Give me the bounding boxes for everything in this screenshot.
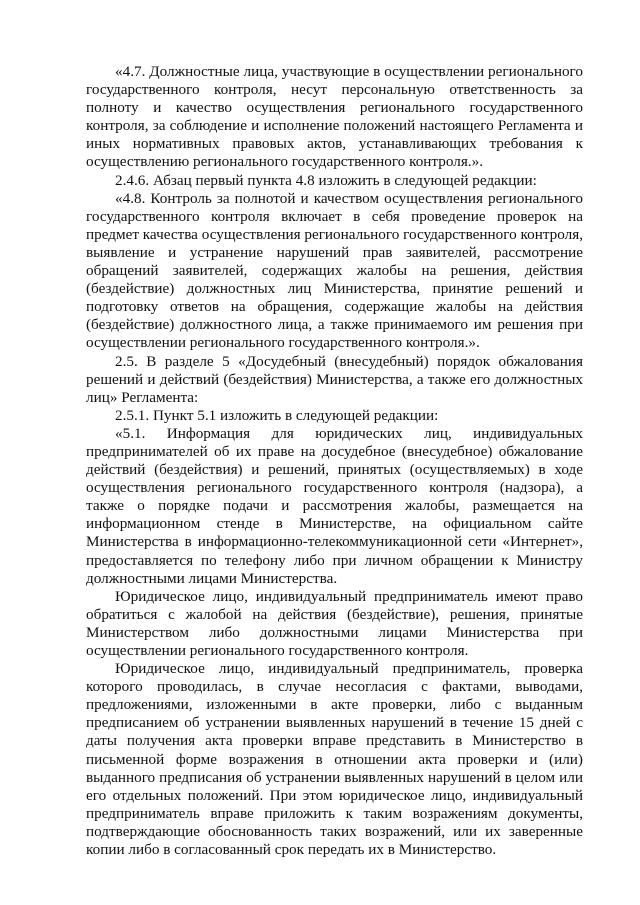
paragraph-objections: Юридическое лицо, индивидуальный предприниматель, проверка которого проводилась, в случае несогласия с фактами, выводами, предложениями, изложенными в акте проверки, либо с выданным предписанием об устранении выявленных нарушений в течение 15 дней с даты получения акта проверки вправе представить в Министерство в письменной форме возражения в отношении акта проверки и (или) выданного предписания об устранении выявленных нарушений в целом или его отдельных положений. При этом юридическое лицо, индивидуальный предприниматель вправе приложить к таким возражениям документы, подтверждающие обоснованность таких возражений, или их заверенные копии либо в согласованный срок передать их в Министерство. (86, 660, 583, 859)
paragraph-2-5: 2.5. В разделе 5 «Досудебный (внесудебный) порядок обжалования решений и действий (бездействия) Министерства, а также его должностных лиц» Регламента: (86, 352, 583, 406)
paragraph-5-1: «5.1. Информация для юридических лиц, индивидуальных предпринимателей об их праве на досудебное (внесудебное) обжалование действий (бездействия) и решений, принятых (осуществляемых) в ходе осуществления регионального государственного контроля (надзора), а также о порядке подачи и рассмотрения жалобы, размещается на информационном стенде в Министерстве, на официальном сайте Министерства в информационно-телекоммуникационной сети «Интернет», предоставляется по телефону либо при личном обращении к Министру должностными лицами Министерства. (86, 424, 583, 587)
paragraph-4-8: «4.8. Контроль за полнотой и качеством осуществления регионального государственного контроля включает в себя проведение проверок на предмет качества осуществления регионального государственного контроля, выявление и устранение нарушений прав заявителей, рассмотрение обращений заявителей, содержащих жалобы на решения, действия (бездействие) должностных лиц Министерства, принятие решений и подготовку ответов на обращения, содержащие жалобы на действия (бездействие) должностного лица, а также принимаемого им решения при осуществлении регионального государственного контроля.». (86, 189, 583, 352)
paragraph-right-to-complain: Юридическое лицо, индивидуальный предприниматель имеют право обратиться с жалобой на действия (бездействие), решения, принятые Министерством либо должностными лицами Министерства при осуществлении регионального государственного контроля. (86, 587, 583, 659)
document-body (86, 63, 583, 859)
paragraph-2-5-1: 2.5.1. Пункт 5.1 изложить в следующей редакции: (115, 406, 439, 424)
paragraph-4-7: «4.7. Должностные лица, участвующие в осуществлении регионального государственного контроля, несут персональную ответственность за полноту и качество осуществления регионального государственного контроля, за соблюдение и исполнение положений настоящего Регламента и иных нормативных правовых актов, устанавливающих требования к осуществлению регионального государственного контроля.». (86, 63, 583, 171)
paragraph-2-4-6: 2.4.6. Абзац первый пункта 4.8 изложить в следующей редакции: (115, 171, 537, 189)
